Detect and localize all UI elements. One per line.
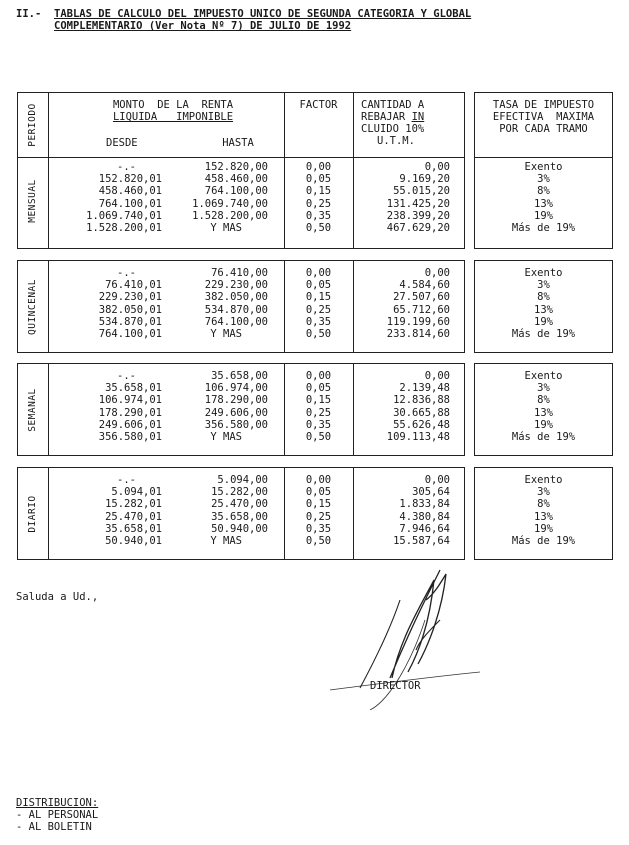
cell-desde: 50.940,01 — [105, 534, 162, 547]
cell-desde: 76.410,01 — [105, 279, 162, 292]
cell-desde: 356.580,01 — [98, 430, 162, 443]
cell-rebajar: 467.629,20 — [386, 221, 450, 234]
cell-rebajar: 0,00 — [424, 474, 450, 486]
column-tasa — [475, 267, 612, 340]
cell-desde: 15.282,01 — [105, 498, 162, 511]
header-tasa-line2: EFECTIVA MAXIMA — [492, 111, 595, 123]
cell-tasa: 8% — [537, 498, 550, 511]
cell-factor: 0,00 — [305, 161, 332, 173]
cell-hasta: 5.094,00 — [217, 474, 268, 486]
cell-factor: 0,00 — [305, 474, 332, 486]
cell-desde: 382.050,01 — [98, 303, 162, 316]
cell-hasta: 382.050,00 — [204, 291, 268, 304]
cell-tasa: 13% — [534, 406, 553, 419]
column-rebajar — [354, 267, 450, 340]
cell-hasta: 35.658,00 — [211, 370, 268, 382]
cell-hasta: 356.580,00 — [204, 418, 268, 431]
column-hasta — [168, 267, 268, 340]
cell-rebajar: 55.626,48 — [393, 418, 450, 431]
cell-factor: 0,00 — [305, 370, 332, 382]
cell-tasa: 8% — [537, 394, 550, 407]
cell-rebajar: 55.015,20 — [393, 185, 450, 198]
cell-hasta: 458.460,00 — [204, 173, 268, 186]
cell-tasa: 3% — [537, 382, 550, 395]
heading-line-1: TABLAS DE CALCULO DEL IMPUESTO UNICO DE SEGUNDA CATEGORIA Y GLOBAL — [54, 8, 472, 20]
cell-hasta: 249.606,00 — [204, 406, 268, 419]
cell-factor: 0,05 — [305, 279, 332, 292]
cell-hasta: 152.820,00 — [204, 161, 268, 173]
table-header-left — [17, 92, 465, 158]
column-tasa — [475, 474, 612, 547]
column-factor — [284, 161, 353, 234]
cell-tasa: Más de 19% — [511, 221, 576, 234]
cell-factor: 0,35 — [305, 522, 332, 535]
signature-title: DIRECTOR — [370, 680, 421, 692]
column-rebajar — [354, 370, 450, 443]
cell-tasa: 19% — [534, 315, 553, 328]
section-quincenal — [17, 260, 465, 353]
cell-tasa: 3% — [537, 173, 550, 186]
cell-factor: 0,25 — [305, 303, 332, 316]
cell-desde: 35.658,01 — [105, 522, 162, 535]
cell-rebajar: 0,00 — [424, 370, 450, 382]
cell-hasta: 1.528.200,00 — [192, 209, 268, 222]
header-factor: FACTOR — [299, 99, 338, 111]
cell-rebajar: 1.833,84 — [399, 498, 450, 511]
cell-tasa: Más de 19% — [511, 430, 576, 443]
period-label: SEMANAL — [27, 388, 38, 432]
cell-tasa: 3% — [537, 279, 550, 292]
cell-rebajar: 305,64 — [412, 486, 450, 499]
column-hasta — [168, 161, 268, 234]
distribution-item: - AL BOLETIN — [16, 821, 92, 833]
cell-tasa: 8% — [537, 291, 550, 304]
signature-mark — [330, 560, 570, 710]
section-mensual — [17, 155, 465, 249]
cell-desde: 249.606,01 — [98, 418, 162, 431]
cell-hasta: 25.470,00 — [211, 498, 268, 511]
column-hasta — [168, 370, 268, 443]
cell-factor: 0,15 — [305, 498, 332, 511]
column-factor — [284, 267, 353, 340]
cell-desde: 458.460,01 — [98, 185, 162, 198]
cell-tasa: Exento — [524, 267, 563, 279]
header-cantidad-line2: REBAJAR IN — [361, 111, 425, 123]
cell-factor: 0,25 — [305, 197, 332, 210]
column-rebajar — [354, 474, 450, 547]
section-rate-quincenal — [474, 260, 613, 353]
heading-line-2: COMPLEMENTARIO (Ver Nota Nº 7) DE JULIO DE 1992 — [54, 20, 352, 32]
section-rate-semanal — [474, 363, 613, 456]
cell-desde: 229.230,01 — [98, 291, 162, 304]
cell-rebajar: 0,00 — [424, 267, 450, 279]
cell-hasta: Y MAS — [210, 221, 242, 234]
header-hasta: HASTA — [222, 137, 254, 149]
header-cantidad-line4: U.T.M. — [377, 135, 415, 147]
cell-tasa: Exento — [524, 161, 563, 173]
cell-rebajar: 15.587,64 — [393, 534, 450, 547]
cell-desde: 152.820,01 — [98, 173, 162, 186]
closing-text: Saluda a Ud., — [16, 591, 99, 603]
cell-rebajar: 30.665,88 — [393, 406, 450, 419]
column-desde — [52, 474, 162, 547]
cell-hasta: 229.230,00 — [204, 279, 268, 292]
cell-rebajar: 233.814,60 — [386, 327, 450, 340]
header-tasa-line3: POR CADA TRAMO — [499, 123, 588, 135]
period-label: QUINCENAL — [27, 279, 38, 335]
table-header-right — [474, 92, 613, 158]
cell-hasta: 178.290,00 — [204, 394, 268, 407]
cell-hasta: 1.069.740,00 — [192, 197, 268, 210]
header-tasa-line1: TASA DE IMPUESTO — [492, 99, 595, 111]
cell-tasa: 19% — [534, 209, 553, 222]
cell-desde: 534.870,01 — [98, 315, 162, 328]
cell-factor: 0,00 — [305, 267, 332, 279]
cell-rebajar: 27.507,60 — [393, 291, 450, 304]
cell-factor: 0,35 — [305, 418, 332, 431]
cell-tasa: 13% — [534, 510, 553, 523]
cell-rebajar: 0,00 — [424, 161, 450, 173]
column-desde — [52, 267, 162, 340]
cell-tasa: Más de 19% — [511, 534, 576, 547]
cell-hasta: 15.282,00 — [211, 486, 268, 499]
cell-hasta: 764.100,00 — [204, 315, 268, 328]
cell-hasta: 764.100,00 — [204, 185, 268, 198]
header-monto-line1: MONTO DE LA RENTA — [112, 99, 234, 111]
cell-tasa: Exento — [524, 370, 563, 382]
column-tasa — [475, 370, 612, 443]
column-rebajar — [354, 161, 450, 234]
cell-tasa: 8% — [537, 185, 550, 198]
cell-hasta: 50.940,00 — [211, 522, 268, 535]
cell-factor: 0,50 — [305, 430, 332, 443]
cell-factor: 0,35 — [305, 315, 332, 328]
cell-rebajar: 4.380,84 — [399, 510, 450, 523]
cell-desde: 106.974,01 — [98, 394, 162, 407]
cell-factor: 0,15 — [305, 185, 332, 198]
document-heading — [16, 8, 616, 32]
cell-desde: 764.100,01 — [98, 327, 162, 340]
cell-rebajar: 131.425,20 — [386, 197, 450, 210]
cell-desde: -.- — [117, 161, 136, 173]
cell-hasta: 35.658,00 — [211, 510, 268, 523]
cell-rebajar: 109.113,48 — [386, 430, 450, 443]
cell-desde: 25.470,01 — [105, 510, 162, 523]
cell-desde: -.- — [117, 267, 136, 279]
header-monto-line2: LIQUIDA IMPONIBLE — [112, 111, 234, 123]
cell-hasta: 76.410,00 — [211, 267, 268, 279]
cell-tasa: 3% — [537, 486, 550, 499]
cell-factor: 0,15 — [305, 394, 332, 407]
cell-rebajar: 9.169,20 — [399, 173, 450, 186]
cell-hasta: 534.870,00 — [204, 303, 268, 316]
cell-hasta: Y MAS — [210, 534, 242, 547]
cell-factor: 0,05 — [305, 382, 332, 395]
cell-factor: 0,25 — [305, 406, 332, 419]
cell-hasta: 106.974,00 — [204, 382, 268, 395]
cell-tasa: 13% — [534, 303, 553, 316]
period-label: MENSUAL — [27, 179, 38, 223]
header-cantidad-line3: CLUIDO 10% — [361, 123, 425, 135]
column-hasta — [168, 474, 268, 547]
cell-desde: -.- — [117, 370, 136, 382]
cell-factor: 0,50 — [305, 534, 332, 547]
distribution-item: - AL PERSONAL — [16, 809, 99, 821]
cell-rebajar: 65.712,60 — [393, 303, 450, 316]
cell-hasta: Y MAS — [210, 327, 242, 340]
header-cantidad-line1: CANTIDAD A — [361, 99, 425, 111]
section-rate-mensual — [474, 155, 613, 249]
cell-tasa: 19% — [534, 522, 553, 535]
cell-desde: 35.658,01 — [105, 382, 162, 395]
cell-rebajar: 12.836,88 — [393, 394, 450, 407]
cell-rebajar: 4.584,60 — [399, 279, 450, 292]
cell-tasa: 19% — [534, 418, 553, 431]
cell-desde: 178.290,01 — [98, 406, 162, 419]
cell-rebajar: 2.139,48 — [399, 382, 450, 395]
period-label: DIARIO — [27, 495, 38, 533]
header-periodo: PERIODO — [27, 103, 38, 147]
distribution-title: DISTRIBUCION: — [16, 797, 99, 809]
cell-rebajar: 119.199,60 — [386, 315, 450, 328]
cell-rebajar: 7.946,64 — [399, 522, 450, 535]
section-semanal — [17, 363, 465, 456]
cell-hasta: Y MAS — [210, 430, 242, 443]
cell-desde: -.- — [117, 474, 136, 486]
cell-desde: 1.069.740,01 — [86, 209, 162, 222]
cell-rebajar: 238.399,20 — [386, 209, 450, 222]
cell-factor: 0,15 — [305, 291, 332, 304]
section-rate-diario — [474, 467, 613, 560]
column-factor — [284, 370, 353, 443]
cell-desde: 764.100,01 — [98, 197, 162, 210]
header-desde: DESDE — [106, 137, 138, 149]
cell-tasa: Más de 19% — [511, 327, 576, 340]
cell-desde: 5.094,01 — [111, 486, 162, 499]
cell-factor: 0,50 — [305, 327, 332, 340]
column-desde — [52, 161, 162, 234]
cell-factor: 0,05 — [305, 486, 332, 499]
cell-factor: 0,35 — [305, 209, 332, 222]
cell-factor: 0,05 — [305, 173, 332, 186]
column-factor — [284, 474, 353, 547]
column-desde — [52, 370, 162, 443]
section-diario — [17, 467, 465, 560]
cell-tasa: 13% — [534, 197, 553, 210]
cell-desde: 1.528.200,01 — [86, 221, 162, 234]
cell-factor: 0,25 — [305, 510, 332, 523]
column-tasa — [475, 161, 612, 234]
cell-factor: 0,50 — [305, 221, 332, 234]
cell-tasa: Exento — [524, 474, 563, 486]
section-number: II.- — [16, 8, 42, 20]
